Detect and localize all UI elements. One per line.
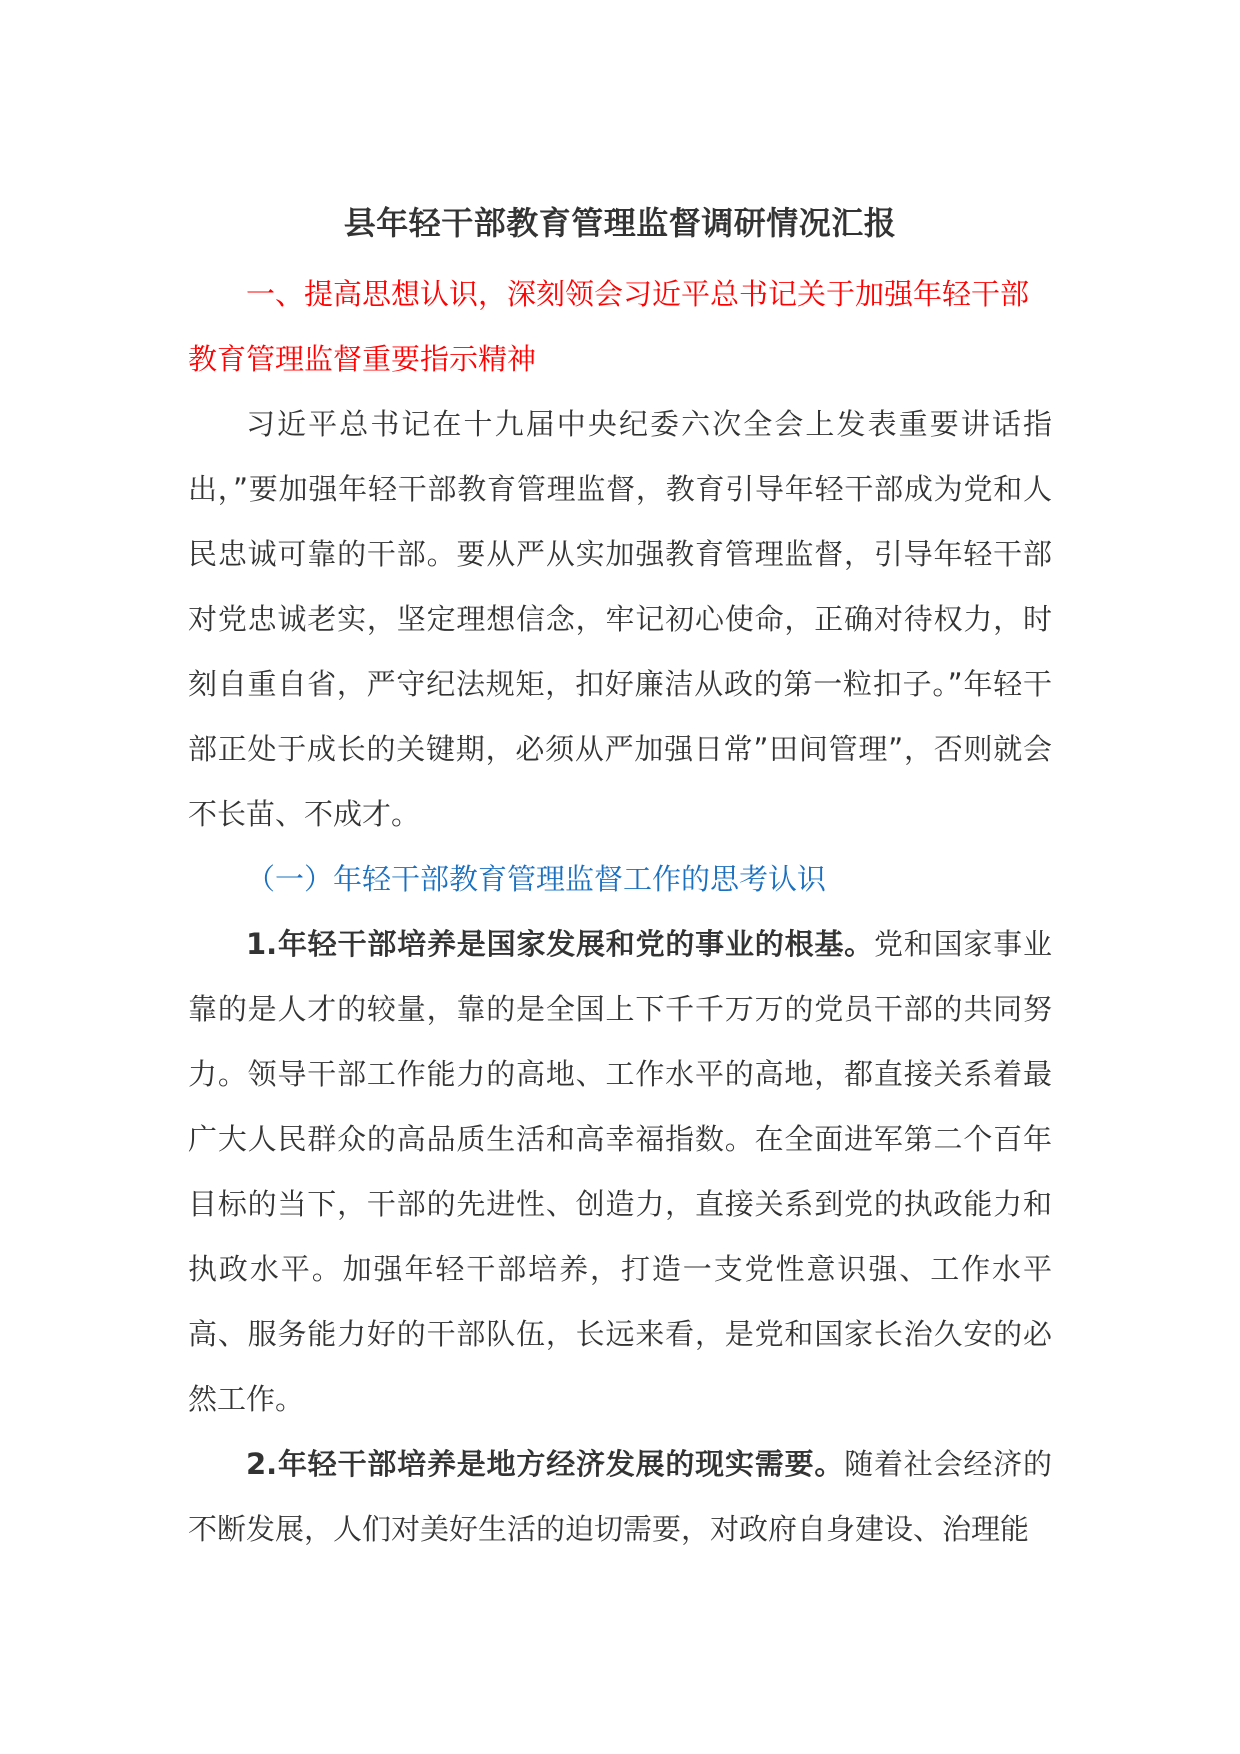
subsection-heading-1: （一）年轻干部教育管理监督工作的思考认识 [246,862,827,896]
section-heading-1: 一、提高思想认识，深刻领会习近平总书记关于加强年轻干部教育管理监督重要指示精神 [188,277,1030,376]
point-1-lead: 1.年轻干部培养是国家发展和党的事业的根基。 [246,927,874,961]
point-2-lead: 2.年轻干部培养是地方经济发展的现实需要。 [246,1447,845,1481]
document-title: 县年轻干部教育管理监督调研情况汇报 [343,204,897,242]
point-1-paragraph [188,912,1052,1432]
document-page [188,196,1052,1562]
section-intro-paragraph: 习近平总书记在十九届中央纪委六次全会上发表重要讲话指出，”要加强年轻干部教育管理监督，教育引导年轻干部成为党和人民忠诚可靠的干部。要从严从实加强教育管理监督，引导年轻干部对党忠诚老实，坚定理想信念，牢记初心使命，正确对待权力，时刻自重自省，严守纪法规矩，扣好廉洁从政的第一粒扣子。”年轻干部正处于成长的关键期，必须从严加强日常”田间管理”，否则就会不长苗、不成才。 [188,407,1052,831]
point-2-body: 随着社会经济的不断发展，人们对美好生活的迫切需要，对政府自身建设、治理能 [188,1447,1052,1546]
point-2-paragraph [188,1432,1052,1562]
point-1-body: 党和国家事业靠的是人才的较量，靠的是全国上下千千万万的党员干部的共同努力。领导干部工作能力的高地、工作水平的高地，都直接关系着最广大人民群众的高品质生活和高幸福指数。在全面进军第二个百年目标的当下，干部的先进性、创造力，直接关系到党的执政能力和执政水平。加强年轻干部培养，打造一支党性意识强、工作水平高、服务能力好的干部队伍，长远来看，是党和国家长治久安的必然工作。 [188,927,1052,1416]
